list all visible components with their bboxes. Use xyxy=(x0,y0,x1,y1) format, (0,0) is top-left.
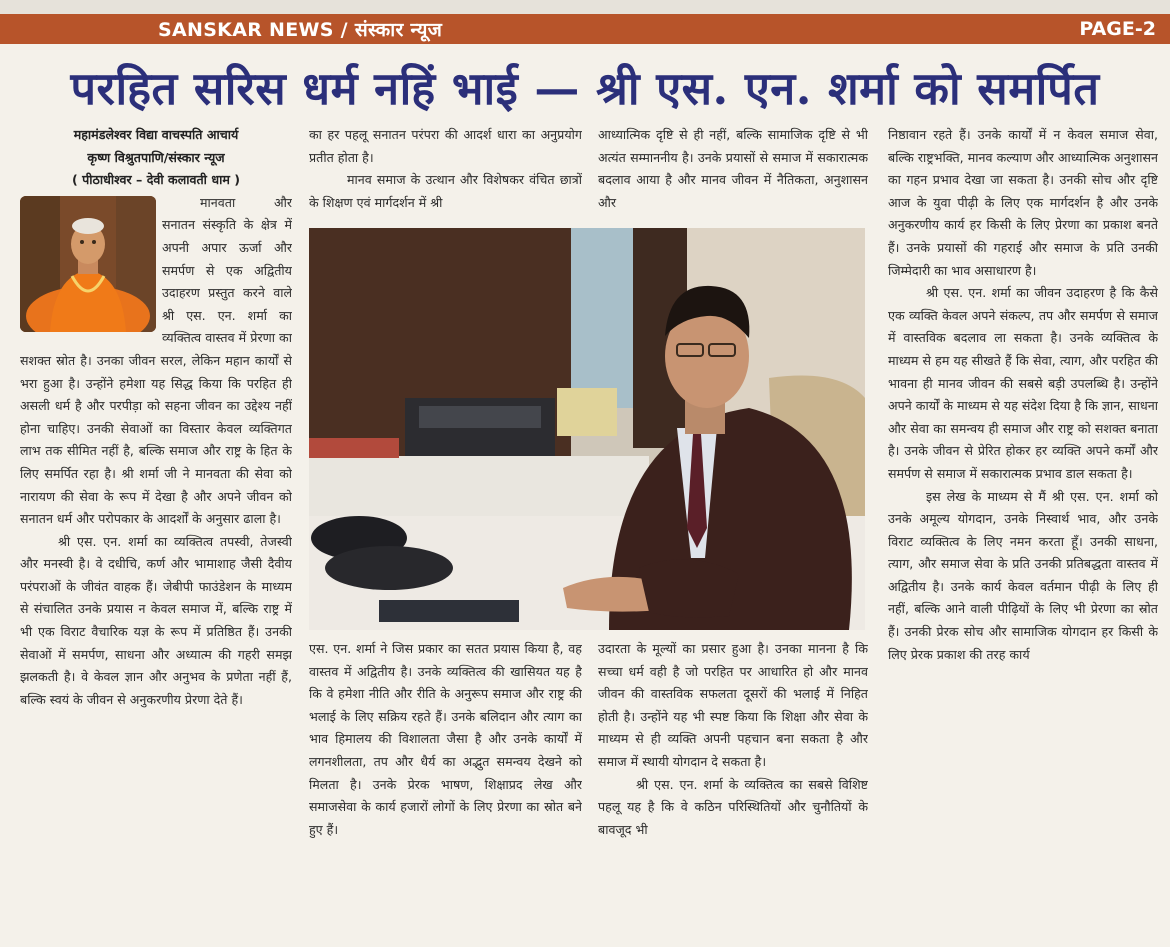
column-4-paragraph-2: श्री एस. एन. शर्मा का जीवन उदाहरण है कि कैसे एक व्यक्ति केवल अपने संकल्प, तप और समर्पण से समाज में वास्तविक बदलाव ला सकता है। उनके व्यक्तित्व के माध्यम से हम यह सीखते हैं कि सेवा, त्याग, और परहित की भावना ही मानव जीवन की सबसे बड़ी उपलब्धि है। उन्होंने अपने कार्यों के माध्यम से यह संदेश दिया है कि ज्ञान, साधना और सेवा का समन्वय ही समाज और राष्ट्र को सशक्त बनाता है। उनके जीवन से प्रेरित होकर हर व्यक्ति अपने कर्मों और समर्पण से समाज में सकारात्मक प्रभाव डाल सकता है। xyxy=(888,285,1158,481)
publication-name: SANSKAR NEWS / संस्कार न्यूज xyxy=(158,19,443,41)
article-column-3-top xyxy=(598,124,868,224)
page-header-bar xyxy=(0,14,1170,44)
article-column-2-top xyxy=(309,124,582,224)
page-number: PAGE-2 xyxy=(1079,18,1156,40)
byline-line-1: महामंडलेश्वर विद्या वाचस्पति आचार्य xyxy=(73,127,239,142)
column-2-paragraph-2: मानव समाज के उत्थान और विशेषकर वंचित छात्रों के शिक्षण एवं मार्गदर्शन में श्री xyxy=(309,172,582,210)
column-1-paragraph-2: श्री एस. एन. शर्मा का व्यक्तित्व तपस्वी, तेजस्वी और मनस्वी है। वे दधीचि, कर्ण और भामाशाह जैसी दैवीय परंपराओं के जीवंत वाहक हैं। जेबीपी फाउंडेशन के माध्यम से संचालित उनके प्रयास न केवल समाज में, बल्कि राष्ट्र में भी एक विराट वैचारिक यज्ञ के रूप में प्रतिष्ठित हैं। उनकी सेवाओं में समर्पण, साधना और अध्यात्म की गहरी समझ झलकती है। वे केवल ज्ञान और अनुभव के प्रणेता नहीं हैं, बल्कि स्वयं के जीवन से अनुकरणीय प्रेरणा देते हैं। xyxy=(20,533,292,707)
article-column-1 xyxy=(20,124,292,947)
article-column-2-bottom xyxy=(309,638,582,947)
byline-line-2: कृष्ण विश्रुतपाणि/संस्कार न्यूज xyxy=(87,149,225,165)
column-4-paragraph-1: निष्ठावान रहते हैं। उनके कार्यों में न केवल समाज सेवा, बल्कि राष्ट्रभक्ति, मानव कल्याण और आध्यात्मिक अनुशासन का गहन प्रभाव देखा जा सकता है। उनकी सोच और दृष्टि आज के युवा पीढ़ी के लिए एक मार्गदर्शन है और उनके अनुकरणीय कार्य हर किसी के लिए प्रेरणा का प्रकाश बनते हैं। उनके प्रयासों की गहराई और समाज के प्रति उनकी जिम्मेदारी का भाव असाधारण है। xyxy=(888,127,1158,278)
article-column-3-bottom xyxy=(598,638,868,947)
column-4-paragraph-3: इस लेख के माध्यम से मैं श्री एस. एन. शर्मा को उनके अमूल्य योगदान, उनके निस्वार्थ भाव, और उनके विराट व्यक्तित्व के लिए नमन करता हूँ। उनकी साधना, त्याग, और समाज सेवा के प्रति उनकी प्रतिबद्धता वास्तव में अद्वितीय है। उनके कार्य केवल वर्तमान पीढ़ी के लिए ही नहीं, बल्कि आने वाली पीढ़ियों के लिए भी प्रेरणा का स्रोत हैं। उनकी प्रेरक सोच और सामाजिक योगदान हर किसी के लिए प्रेरक प्रकाश की तरह कार्य xyxy=(888,488,1158,662)
byline-line-3: ( पीठाधीश्वर – देवी कलावती धाम ) xyxy=(71,172,241,188)
column-2-paragraph-1: का हर पहलू सनातन परंपरा की आदर्श धारा का अनुप्रयोग प्रतीत होता है। xyxy=(309,127,582,165)
author-byline xyxy=(20,124,292,192)
column-1-paragraph-1: मानवता और सनातन संस्कृति के क्षेत्र में अपनी अपार ऊर्जा और समर्पण से एक अद्वितीय उदाहरण प्रस्तुत करने वाले श्री एस. एन. शर्मा का व्यक्तित्व वास्तव में प्रेरणा का सशक्त स्रोत है। उनका जीवन सरल, लेकिन महान कार्यों से भरा हुआ है। उन्होंने हमेशा यह सिद्ध किया कि परहित ही असली धर्म है और परपीड़ा को सहना जीवन का उद्देश्य नहीं होना चाहिए। उनकी सेवाओं का विस्तार केवल व्यक्तिगत लाभ तक सीमित नहीं है, बल्कि समाज और राष्ट्र के हित के लिए समर्पित रहा है। श्री शर्मा जी ने मानवता की सेवा को नारायण की सेवा के रूप में देखा है और अपने जीवन को सनातन धर्म और परोपकार के आदर्शों के अनुसार ढाला है। xyxy=(20,194,292,527)
column-3-paragraph-2: उदारता के मूल्यों का प्रसार हुआ है। उनका मानना है कि सच्चा धर्म वही है जो परहित पर आधारित हो और मानव जीवन की वास्तविक सफलता दूसरों की भलाई में निहित होती है। उन्होंने यह भी स्पष्ट किया कि शिक्षा और सेवा के माध्यम से ही व्यक्ति अपनी पहचान बना सकता है और समाज में स्थायी योगदान दे सकता है। xyxy=(598,641,868,769)
column-3-paragraph-1: आध्यात्मिक दृष्टि से ही नहीं, बल्कि सामाजिक दृष्टि से भी अत्यंत सम्माननीय है। उनके प्रयासों से समाज में सकारात्मक बदलाव आया है और मानव जीवन में नैतिकता, अनुशासन और xyxy=(598,127,868,210)
article-headline: परहित सरिस धर्म नहिं भाई — श्री एस. एन. शर्मा को समर्पित xyxy=(70,61,1100,115)
article-column-4 xyxy=(888,124,1158,947)
top-edge xyxy=(0,0,1170,14)
column-2-paragraph-3: एस. एन. शर्मा ने जिस प्रकार का सतत प्रयास किया है, वह वास्तव में अद्वितीय है। उनके व्यक्तित्व की खासियत यह है कि वे हमेशा नीति और रीति के अनुरूप समाज और राष्ट्र की भलाई के लिए सक्रिय रहते हैं। उनके बलिदान और त्याग का भाव हिमालय की विशालता जैसा है और उनके कार्यों में लगनशीलता, तप और धैर्य का अद्भुत समन्वय देखने को मिलता है। उनके प्रेरक भाषण, शिक्षाप्रद लेख और समाजसेवा के कार्य हजारों लोगों के लिए प्रेरणा का स्रोत बने हुए हैं। xyxy=(309,641,582,837)
author-portrait-photo xyxy=(20,196,156,332)
office-photo xyxy=(309,228,865,630)
column-3-paragraph-3: श्री एस. एन. शर्मा के व्यक्तित्व का सबसे विशिष्ट पहलू यह है कि वे कठिन परिस्थितियों और चुनौतियों के बावजूद भी xyxy=(598,776,868,837)
